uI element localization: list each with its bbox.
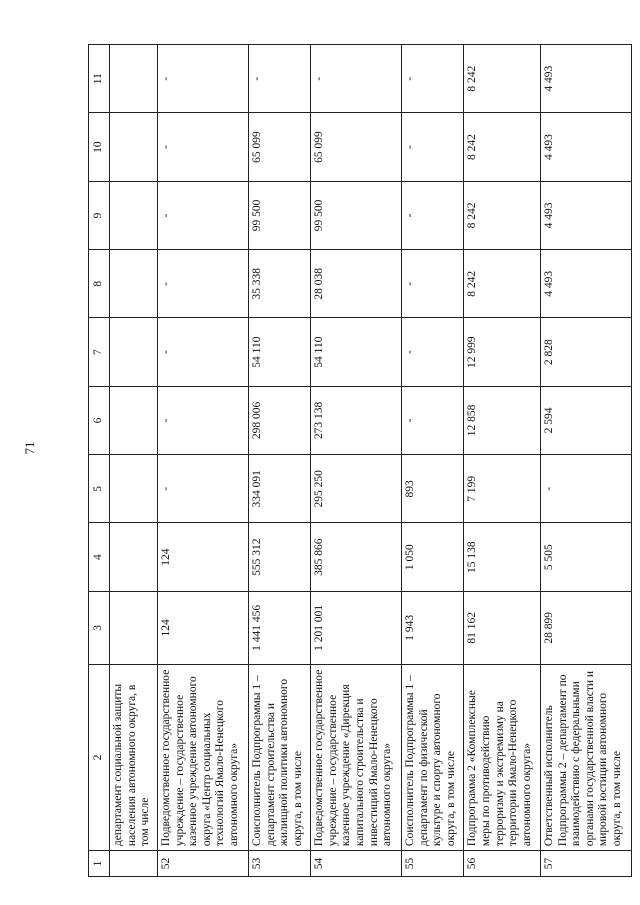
description-cell: департамент социальной защиты населения автономного округа, в том числе bbox=[110, 664, 158, 850]
row-number-cell: 54 bbox=[311, 851, 402, 877]
value-cell: - bbox=[158, 318, 249, 386]
value-cell: - bbox=[402, 386, 464, 454]
value-cell: 12 999 bbox=[464, 318, 541, 386]
value-cell: 8 242 bbox=[464, 113, 541, 181]
value-cell: - bbox=[402, 181, 464, 249]
value-cell: 54 110 bbox=[248, 318, 310, 386]
value-cell: 4 493 bbox=[541, 250, 632, 318]
value-cell: - bbox=[158, 455, 249, 523]
table-row bbox=[158, 45, 249, 877]
value-cell: - bbox=[158, 250, 249, 318]
header-cell: 6 bbox=[89, 386, 110, 454]
value-cell: - bbox=[402, 113, 464, 181]
value-cell bbox=[110, 181, 158, 249]
value-cell: 99 500 bbox=[311, 181, 402, 249]
row-number-cell: 56 bbox=[464, 851, 541, 877]
table-row bbox=[311, 45, 402, 877]
value-cell: 35 338 bbox=[248, 250, 310, 318]
header-cell: 7 bbox=[89, 318, 110, 386]
page-number: 71 bbox=[22, 441, 37, 455]
value-cell: - bbox=[158, 113, 249, 181]
value-cell: - bbox=[541, 455, 632, 523]
value-cell bbox=[110, 45, 158, 113]
value-cell: - bbox=[311, 45, 402, 113]
value-cell: 15 138 bbox=[464, 523, 541, 591]
table-row bbox=[248, 45, 310, 877]
table-row bbox=[464, 45, 541, 877]
value-cell: 1 943 bbox=[402, 591, 464, 664]
value-cell: 893 bbox=[402, 455, 464, 523]
value-cell: 65 099 bbox=[248, 113, 310, 181]
header-cell: 2 bbox=[89, 664, 110, 850]
value-cell: 8 242 bbox=[464, 181, 541, 249]
value-cell: - bbox=[158, 181, 249, 249]
row-number-cell: 52 bbox=[158, 851, 249, 877]
value-cell: 99 500 bbox=[248, 181, 310, 249]
header-cell: 9 bbox=[89, 181, 110, 249]
value-cell: 12 858 bbox=[464, 386, 541, 454]
value-cell: - bbox=[248, 45, 310, 113]
value-cell: 298 006 bbox=[248, 386, 310, 454]
value-cell bbox=[110, 455, 158, 523]
value-cell: - bbox=[402, 318, 464, 386]
value-cell: 28 038 bbox=[311, 250, 402, 318]
value-cell: 334 091 bbox=[248, 455, 310, 523]
value-cell: 2 828 bbox=[541, 318, 632, 386]
value-cell: 81 162 bbox=[464, 591, 541, 664]
header-cell: 8 bbox=[89, 250, 110, 318]
value-cell: 4 493 bbox=[541, 113, 632, 181]
value-cell: - bbox=[402, 45, 464, 113]
value-cell: 555 312 bbox=[248, 523, 310, 591]
row-number-cell bbox=[110, 851, 158, 877]
value-cell: 54 110 bbox=[311, 318, 402, 386]
description-cell: Соисполнитель Подпрограммы 1 – департамент строительства и жилищной политики автономного округа, в том числе bbox=[248, 664, 310, 850]
value-cell: 1 441 456 bbox=[248, 591, 310, 664]
value-cell bbox=[110, 318, 158, 386]
value-cell: 8 242 bbox=[464, 250, 541, 318]
header-cell: 11 bbox=[89, 45, 110, 113]
value-cell: 4 493 bbox=[541, 45, 632, 113]
value-cell: 124 bbox=[158, 591, 249, 664]
table-row bbox=[541, 45, 632, 877]
value-cell: 385 866 bbox=[311, 523, 402, 591]
table-row bbox=[402, 45, 464, 877]
value-cell bbox=[110, 591, 158, 664]
rotated-table-wrapper bbox=[88, 44, 632, 877]
value-cell: 295 250 bbox=[311, 455, 402, 523]
description-cell: Соисполнитель Подпрограммы 1 – департамент по физической культуре и спорту автономного округа, в том числе bbox=[402, 664, 464, 850]
header-cell: 10 bbox=[89, 113, 110, 181]
value-cell: 8 242 bbox=[464, 45, 541, 113]
value-cell: 7 199 bbox=[464, 455, 541, 523]
header-cell: 3 bbox=[89, 591, 110, 664]
row-number-cell: 53 bbox=[248, 851, 310, 877]
value-cell: 1 201 001 bbox=[311, 591, 402, 664]
table-row bbox=[110, 45, 158, 877]
value-cell: 273 138 bbox=[311, 386, 402, 454]
header-row bbox=[89, 45, 110, 877]
value-cell: 65 099 bbox=[311, 113, 402, 181]
description-cell: Подведомственное государственное учреждение – государственное казенное учреждение «Дирекция капитального строительства и инвестиций Ямало-Ненецкого автономного округа» bbox=[311, 664, 402, 850]
value-cell bbox=[110, 113, 158, 181]
row-number-cell: 57 bbox=[541, 851, 632, 877]
description-cell: Подведомственное государственное учреждение – государственное казенное учреждение автономного округа «Центр социальных технологий Ямало-Ненецкого автономного округа» bbox=[158, 664, 249, 850]
value-cell bbox=[110, 250, 158, 318]
description-cell: Ответственный исполнитель Подпрограммы 2 – департамент по взаимодействию с федеральными органами государственной власти и мировой юстиции автономного округа, в том числе bbox=[541, 664, 632, 850]
value-cell: - bbox=[158, 386, 249, 454]
header-cell: 5 bbox=[89, 455, 110, 523]
value-cell: 28 899 bbox=[541, 591, 632, 664]
value-cell bbox=[110, 386, 158, 454]
value-cell: - bbox=[402, 250, 464, 318]
header-cell: 4 bbox=[89, 523, 110, 591]
value-cell: 5 505 bbox=[541, 523, 632, 591]
budget-table bbox=[88, 44, 632, 877]
value-cell: 1 050 bbox=[402, 523, 464, 591]
row-number-cell: 55 bbox=[402, 851, 464, 877]
value-cell: 2 594 bbox=[541, 386, 632, 454]
value-cell bbox=[110, 523, 158, 591]
value-cell: 124 bbox=[158, 523, 249, 591]
header-cell: 1 bbox=[89, 851, 110, 877]
value-cell: 4 493 bbox=[541, 181, 632, 249]
description-cell: Подпрограмма 2 «Комплексные меры по противодействию терроризму и экстремизму на территории Ямало-Ненецкого автономного округа» bbox=[464, 664, 541, 850]
value-cell: - bbox=[158, 45, 249, 113]
